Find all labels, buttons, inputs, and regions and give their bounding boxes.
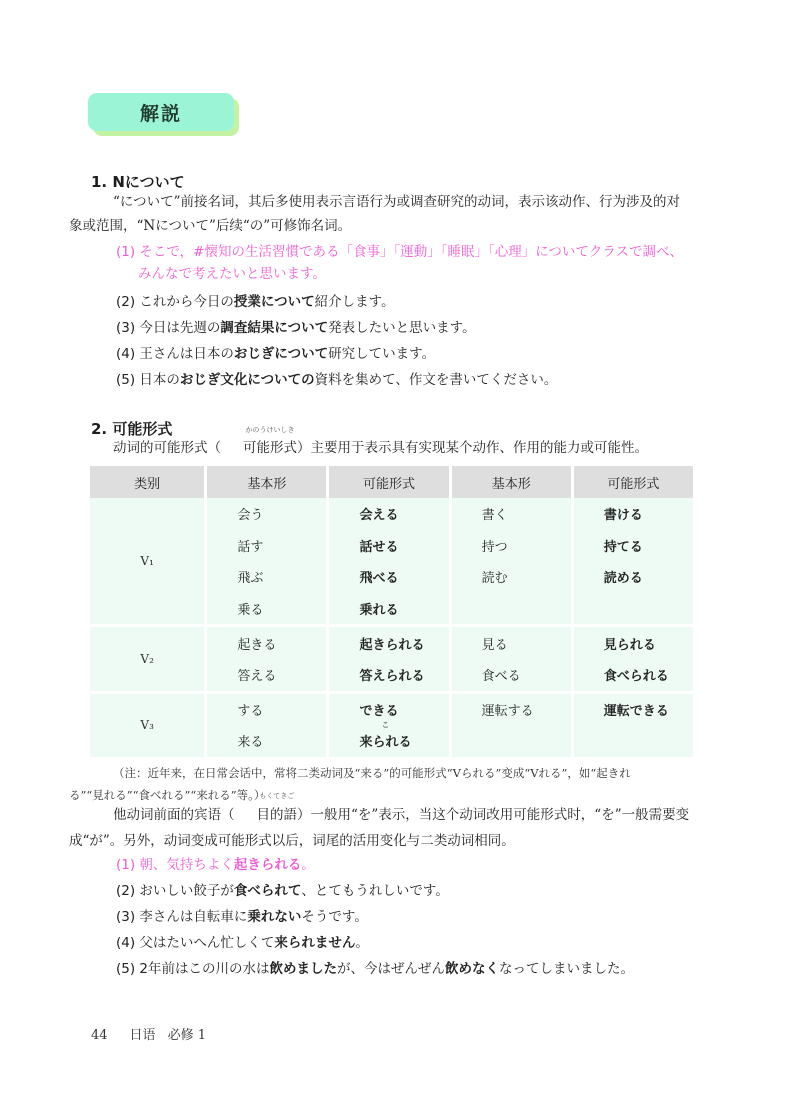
section1-example-2 xyxy=(116,291,395,313)
section1-example-3 xyxy=(116,317,476,339)
page-number: 44 xyxy=(91,1028,108,1043)
cell-base: 来る xyxy=(206,725,328,757)
group-label-v1: V₁ xyxy=(90,498,206,626)
cell-base: 食べる xyxy=(450,659,572,692)
cell-potential: 読める xyxy=(572,561,693,593)
example-text: そうです。 xyxy=(301,909,368,925)
example-bold: 飲めなく xyxy=(445,961,500,977)
example-text: (1) 朝、気持ちよく xyxy=(116,857,234,873)
header-potential-form: 可能形式 xyxy=(572,466,693,498)
verb-conjugation-table xyxy=(90,466,693,757)
cell-base: 乗る xyxy=(206,593,328,626)
cell-potential xyxy=(572,593,693,626)
term-text: 来られる xyxy=(359,735,412,751)
section1-explanation-line1: “について”前接名词，其后多使用表示言语行为或调查研究的动词，表示该动作、行为涉及的对 xyxy=(113,194,681,210)
cell-base: 飛ぶ xyxy=(206,561,328,593)
table-note xyxy=(69,762,703,806)
example-text: なってしまいました。 xyxy=(499,961,635,977)
section2-example-3 xyxy=(116,906,368,928)
cell-base: 会う xyxy=(206,498,328,530)
example-text: 、とてもうれしいです。 xyxy=(301,883,449,899)
example-text: (5) 日本の xyxy=(116,372,180,388)
section2-example-1 xyxy=(116,854,315,876)
table-header-row xyxy=(90,466,693,498)
example-bold: 乗れない xyxy=(247,909,302,925)
book-title: 日语 xyxy=(129,1028,156,1043)
term-text: 目的語 xyxy=(256,807,297,823)
intro-text: 动词的可能形式（ xyxy=(113,440,221,456)
group-label-v3: V₃ xyxy=(90,692,206,757)
example-text: (4) 父はたいへん忙しくて xyxy=(116,935,275,951)
cell-potential: 起きられる xyxy=(328,626,450,659)
example-bold: 食べられて xyxy=(233,883,302,899)
cell-base: 持つ xyxy=(450,530,572,562)
section1-example-4 xyxy=(116,343,435,365)
ruby-term xyxy=(359,721,412,751)
ruby-reading: こ xyxy=(381,721,389,730)
header-potential-form: 可能形式 xyxy=(328,466,450,498)
section1-example-5 xyxy=(116,369,557,391)
cell-potential: 見られる xyxy=(572,626,693,659)
term-text: 可能形式 xyxy=(243,440,297,456)
cell-base: 起きる xyxy=(206,626,328,659)
header-base-form: 基本形 xyxy=(206,466,328,498)
ruby-reading: かのうけいしき xyxy=(245,426,295,434)
cell-base: 見る xyxy=(450,626,572,659)
cell-potential xyxy=(328,721,450,757)
example-text: (3) 李さんは自転車に xyxy=(116,909,248,925)
ruby-reading: もくてきご xyxy=(259,792,295,800)
cell-potential: 話せる xyxy=(328,530,450,562)
cell-base xyxy=(450,725,572,757)
example-bold: 飲めました xyxy=(269,961,338,977)
section2-example-2 xyxy=(116,880,449,902)
header-category: 类别 xyxy=(90,466,206,498)
book-volume: 必修 1 xyxy=(167,1028,206,1043)
section1-example-1b: みんなで考えたいと思います。 xyxy=(138,266,326,282)
note-line1: （注：近年来，在日常会话中，常将二类动词及“来る”的可能形式“Vられる”变成“Vれる”，如“起きれ xyxy=(113,766,631,780)
table-row xyxy=(90,626,693,659)
example-text: 。 xyxy=(355,935,369,951)
cell-potential: 飛べる xyxy=(328,561,450,593)
example-text: 発表したいと思います。 xyxy=(328,320,476,336)
example-text: (4) 王さんは日本の xyxy=(116,346,234,362)
cell-potential: できる xyxy=(328,692,450,725)
section2-example-4 xyxy=(116,932,369,954)
example-text: 研究しています。 xyxy=(328,346,436,362)
cell-base: 答える xyxy=(206,659,328,692)
example-bold: 来られません xyxy=(274,935,356,951)
group-label-v2: V₂ xyxy=(90,626,206,692)
table-row xyxy=(90,498,693,530)
section2-heading: 2. 可能形式 xyxy=(91,420,173,438)
example-text: (5) 2年前はこの川の水は xyxy=(116,961,270,977)
section1-heading: 1. Nについて xyxy=(91,173,185,191)
ruby-term xyxy=(221,426,297,460)
para-text: 成“が”。另外，动词变成可能形式以后，词尾的活用变化与二类动词相同。 xyxy=(69,833,515,849)
cell-base: 書く xyxy=(450,498,572,530)
example-text: (2) これから今日の xyxy=(116,294,234,310)
header-base-form: 基本形 xyxy=(450,466,572,498)
para-text: 他动词前面的宾语（ xyxy=(113,807,235,823)
table-row xyxy=(90,692,693,725)
example-bold: おじぎについて xyxy=(233,346,329,362)
cell-potential: 答えられる xyxy=(328,659,450,692)
para-text: ）一般用“を”表示，当这个动词改用可能形式时，“を”一般需要变 xyxy=(297,807,690,823)
section-title: 解説 xyxy=(88,93,234,131)
cell-base: 読む xyxy=(450,561,572,593)
example-bold: 起きられる xyxy=(233,857,302,873)
example-bold: おじぎ文化についての xyxy=(179,372,315,388)
example-text: 。 xyxy=(301,857,315,873)
cell-potential: 会える xyxy=(328,498,450,530)
example-bold: 調査結果について xyxy=(220,320,329,336)
example-bold: 授業について xyxy=(233,294,315,310)
example-text: (3) 今日は先週の xyxy=(116,320,221,336)
note-line2: る”“見れる”“食べれる”“来れる”等。） xyxy=(69,788,266,802)
cell-base: 運転する xyxy=(450,692,572,725)
cell-base xyxy=(450,593,572,626)
cell-potential: 書ける xyxy=(572,498,693,530)
section1-explanation-line2: 象或范围，“Nについて”后续“の”可修饰名词。 xyxy=(69,218,352,234)
section1-example-1a: (1) そこで，#懐知の生活習慣である「食事」「運動」「睡眠」「心理」についてクラスで調べ、 xyxy=(116,244,684,260)
page-footer xyxy=(91,1024,228,1043)
cell-potential xyxy=(572,725,693,757)
section1-explanation xyxy=(69,190,703,238)
intro-text: ）主要用于表示具有实现某个动作、作用的能力或可能性。 xyxy=(297,440,648,456)
section2-example-5 xyxy=(116,958,634,980)
example-text: 資料を集めて、作文を書いてください。 xyxy=(314,372,558,388)
example-text: が、今はぜんぜん xyxy=(337,961,446,977)
example-text: (2) おいしい餃子が xyxy=(116,883,234,899)
cell-potential: 持てる xyxy=(572,530,693,562)
ruby-term xyxy=(235,792,298,828)
example-text: 紹介します。 xyxy=(314,294,395,310)
cell-potential: 運転できる xyxy=(572,692,693,725)
cell-base: 話す xyxy=(206,530,328,562)
cell-potential: 乗れる xyxy=(328,593,450,626)
cell-potential: 食べられる xyxy=(572,659,693,692)
cell-base: する xyxy=(206,692,328,725)
